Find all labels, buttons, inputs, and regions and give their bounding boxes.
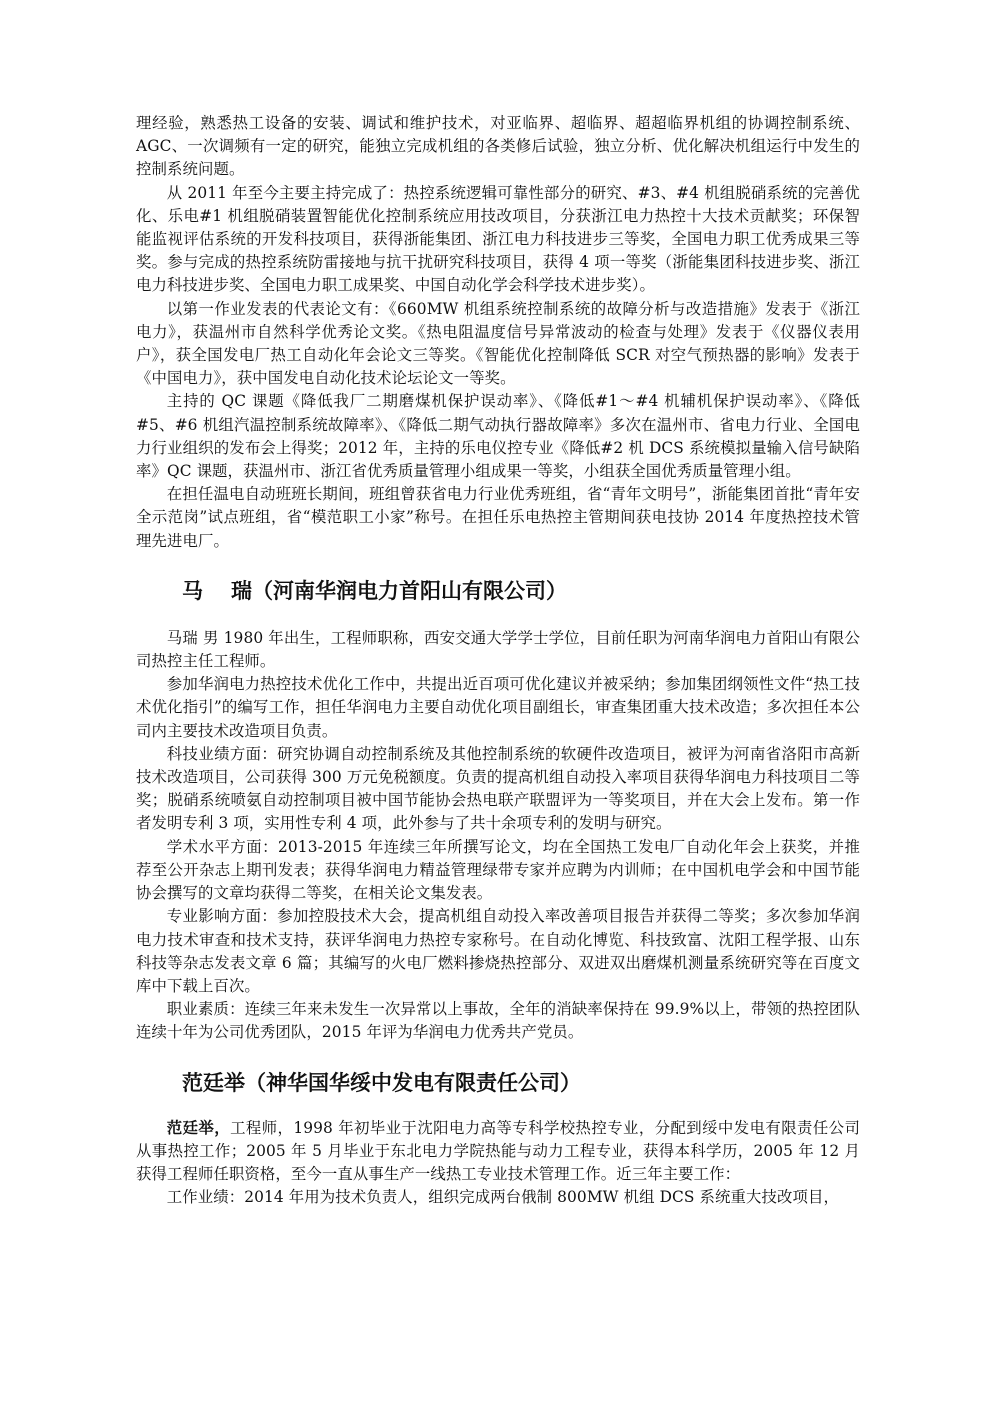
paragraph: 从 2011 年至今主要主持完成了：热控系统逻辑可靠性部分的研究、#3、#4 机组脱硝系统的完善优化、乐电#1 机组脱硝装置智能优化控制系统应用技改项目，分获浙江电力热控十大技术贡献奖；环保智能监视评估系统的开发科技项目，获得浙能集团、浙江电力科技进步三等奖，全国电力职工优秀成果三等奖。参与完成的热控系统防雷接地与抗干扰研究科技项目，获得 4 项一等奖（浙能集团科技进步奖、浙江电力科技进步奖、全国电力职工成果奖、中国自动化学会科学技术进步奖）。 <box>136 183 860 295</box>
page-content <box>136 112 860 1209</box>
lead-text: 工程师，1998 年初毕业于沈阳电力高等专科学校热控专业，分配到绥中发电有限责任公司从事热控工作；2005 年 5 月毕业于东北电力学院热能与动力工程专业，获得本科学历，2005 年 12 月获得工程师任职资格，至今一直从事生产一线热工专业技术管理工作。近三年主要工作： <box>136 1118 860 1183</box>
paragraph: 工作业绩：2014 年用为技术负责人，组织完成两台俄制 800MW 机组 DCS 系统重大技改项目， <box>166 1188 839 1207</box>
paragraph: 马瑞 男 1980 年出生，工程师职称，西安交通大学学士学位，目前任职为河南华润电力首阳山有限公司热控主任工程师。 <box>136 628 860 671</box>
section-continued-bio <box>136 112 860 553</box>
heading-name-part: 瑞 <box>231 578 252 603</box>
paragraph: 职业素质：连续三年来未发生一次异常以上事故，全年的消缺率保持在 99.9%以上，带领的热控团队连续十年为公司优秀团队，2015 年评为华润电力优秀共产党员。 <box>136 1000 860 1042</box>
paragraph <box>136 1117 860 1187</box>
paragraph: 参加华润电力热控技术优化工作中，共提出近百项可优化建议并被采纳；参加集团纲领性文件“热工技术优化指引”的编写工作，担任华润电力主要自动优化项目副组长，审查集团重大技术改造；多次担任本公司内主要技术改造项目负责。 <box>136 675 860 740</box>
paragraph: 以第一作业发表的代表论文有：《660MW 机组系统控制系统的故障分析与改造措施》发表于《浙江电力》，获温州市自然科学优秀论文奖。《热电阻温度信号异常波动的检查与处理》发表于《仪器仪表用户》，获全国发电厂热工自动化年会论文三等奖。《智能优化控制降低 SCR 对空气预热器的影响》发表于《中国电力》，获中国发电自动化技术论坛论文一等奖。 <box>136 299 860 388</box>
paragraph: 学术水平方面：2013-2015 年连续三年所撰写论文，均在全国热工发电厂自动化年会上获奖，并推荐至公开杂志上期刊发表；获得华润电力精益管理绿带专家并应聘为内训师；在中国机电学会和中国节能协会撰写的文章均获得二等奖，在相关论文集发表。 <box>136 837 860 903</box>
heading-name: 范廷举 <box>182 1070 245 1095</box>
section-heading-ma-rui <box>136 577 860 605</box>
paragraph: 主持的 QC 课题《降低我厂二期磨煤机保护误动率》、《降低#1～#4 机辅机保护误动率》、《降低#5、#6 机组汽温控制系统故障率》、《降低二期气动执行器故障率》多次在温州市、省电力行业、全国电力行业组织的发布会上得奖；2012 年，主持的乐电仪控专业《降低#2 机 DCS 系统模拟量输入信号缺陷率》QC 课题，获温州市、浙江省优秀质量管理小组成果一等奖，小组获全国优秀质量管理小组。 <box>136 392 860 481</box>
section-heading-fan-tingju <box>136 1069 860 1097</box>
lead-name: 范廷举， <box>166 1118 231 1137</box>
heading-organization: （神华国华绥中发电有限责任公司） <box>245 1070 581 1095</box>
paragraph: 在担任温电自动班班长期间，班组曾获省电力行业优秀班组，省“青年文明号”，浙能集团首批“青年安全示范岗”试点班组，省“模范职工小家”称号。在担任乐电热控主管期间获电技协 2014 年度热控技术管理先进电厂。 <box>136 485 860 550</box>
paragraph: 科技业绩方面：研究协调自动控制系统及其他控制系统的软硬件改造项目，被评为河南省洛阳市高新技术改造项目，公司获得 300 万元免税额度。负责的提高机组自动投入率项目获得华润电力科技项目二等奖；脱硝系统喷氨自动控制项目被中国节能协会热电联产联盟评为一等奖项目，并在大会上发布。第一作者发明专利 3 项，实用性专利 4 项，此外参与了共十余项专利的发明与研究。 <box>136 744 860 833</box>
section-fan-tingju-bio <box>136 1117 860 1210</box>
paragraph: 理经验，熟悉热工设备的安装、调试和维护技术，对亚临界、超临界、超超临界机组的协调控制系统、AGC、一次调频有一定的研究，能独立完成机组的各类修后试验，独立分析、优化解决机组运行中发生的控制系统问题。 <box>136 114 860 179</box>
heading-organization: （河南华润电力首阳山有限公司） <box>252 578 567 603</box>
section-ma-rui-bio <box>136 627 860 1045</box>
heading-name-part: 马 <box>182 578 203 603</box>
paragraph: 专业影响方面：参加控股技术大会，提高机组自动投入率改善项目报告并获得二等奖；多次参加华润电力技术审查和技术支持，获评华润电力热控专家称号。在自动化博览、科技致富、沈阳工程学报、山东科技等杂志发表文章 6 篇；其编写的火电厂燃料掺烧热控部分、双进双出磨煤机测量系统研究等在百度文库中下载上百次。 <box>136 907 860 995</box>
